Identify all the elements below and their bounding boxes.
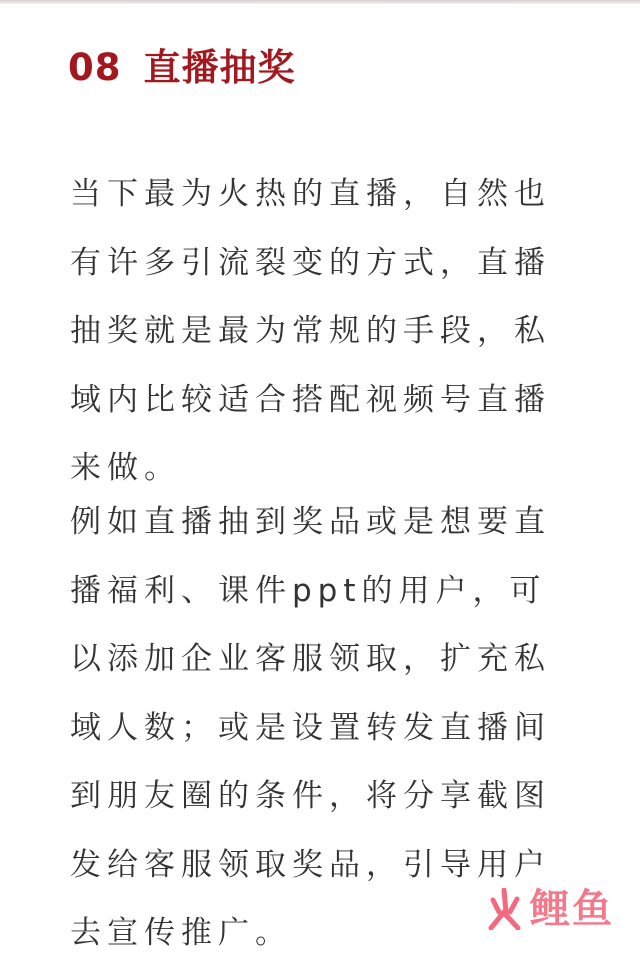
section-heading xyxy=(68,40,296,96)
paragraph-example: 例如直播抽到奖品或是想要直播福利、课件ppt的用户，可以添加企业客服领取，扩充私域人数；或是设置转发直播间到朋友圈的条件，将分享截图发给客服领取奖品，引导用户去宣传推广。 xyxy=(70,504,551,951)
section-title: 直播抽奖 xyxy=(143,46,296,89)
section-number: 08 xyxy=(68,46,122,89)
paragraph-intro: 当下最为火热的直播，自然也有许多引流裂变的方式，直播抽奖就是最为常规的手段，私域内比较适合搭配视频号直播来做。 xyxy=(70,176,551,486)
watermark-text: 鲤鱼 xyxy=(530,886,614,932)
watermark-logo xyxy=(484,885,614,933)
fire-icon xyxy=(484,888,524,930)
